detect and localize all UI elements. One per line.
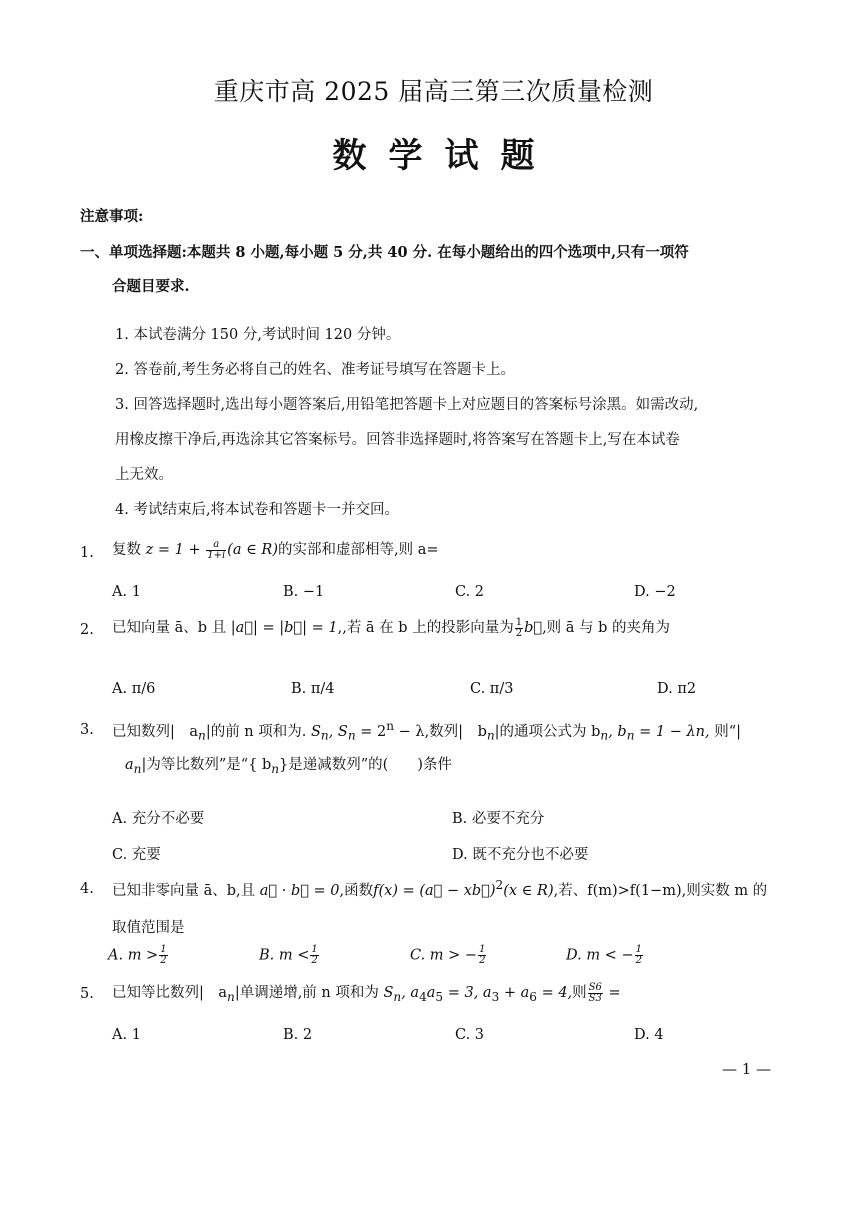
q3-l1f: − λ,数列| b bbox=[394, 723, 487, 740]
q3-l1e: = 2 bbox=[355, 723, 387, 740]
q4-option-c bbox=[410, 945, 487, 966]
q4-pre: 已知非零向量 ā、b,且 bbox=[112, 882, 256, 899]
q5-option-a: A. 1 bbox=[112, 1027, 141, 1043]
q3-l1g: |的通项公式为 b bbox=[494, 723, 601, 740]
q4-c-num: 1 bbox=[479, 944, 486, 955]
q4-cond: (x ∈ R) bbox=[503, 882, 554, 899]
q3-l1j: 则“| bbox=[709, 723, 742, 740]
q4-c-frac bbox=[478, 945, 486, 966]
q2-number: 2. bbox=[80, 622, 94, 638]
q3-l1d-sub: n bbox=[347, 728, 356, 743]
q4-sup: 2 bbox=[495, 878, 504, 892]
notice-item-3-line3: 上无效。 bbox=[115, 467, 173, 483]
q3-l1c-sub: n bbox=[320, 728, 329, 743]
q3-l1b: |的前 n 项和为. bbox=[205, 723, 307, 740]
q5-a5: a bbox=[426, 985, 436, 1001]
page-number: — 1 — bbox=[722, 1060, 772, 1078]
q4-stem-line1 bbox=[112, 878, 767, 900]
q4-c-pre: C. m > − bbox=[410, 947, 478, 964]
q2-stem bbox=[112, 616, 670, 639]
q4-b-pre: B. m < bbox=[259, 947, 310, 964]
q3-l1i: = 1 − λn, bbox=[634, 723, 710, 740]
q3-option-a: A. 充分不必要 bbox=[112, 811, 205, 827]
section1-heading-line1: 一、单项选择题:本题共 8 小题,每小题 5 分,共 40 分. 在每小题给出的四个选项中,只有一项符 bbox=[80, 244, 689, 261]
q4-expr1: a⃗ · b⃗ = 0 bbox=[259, 882, 340, 899]
q5-frac-den: S3 bbox=[588, 992, 602, 1004]
q3-l2b: |为等比数列”是“{ b bbox=[141, 757, 272, 773]
q5-number: 5. bbox=[80, 986, 94, 1002]
q1-number: 1. bbox=[80, 545, 94, 561]
q5-sub6: 6 bbox=[529, 989, 537, 1004]
q4-stem-line2: 取值范围是 bbox=[112, 920, 185, 936]
q5-option-c: C. 3 bbox=[455, 1027, 485, 1043]
notice-item-3-line2: 用橡皮擦干净后,再选涂其它答案标号。回答非选择题时,将答案写在答题卡上,写在本试卷 bbox=[115, 432, 680, 448]
q4-a-den: 2 bbox=[160, 955, 167, 966]
q4-a-pre: A. m > bbox=[108, 947, 159, 964]
q1-option-d: D. −2 bbox=[634, 584, 676, 600]
q2-expr: |a⃗| = |b⃗| = 1 bbox=[230, 620, 338, 636]
q4-b-num: 1 bbox=[311, 944, 318, 955]
q5-eq1: = 3, a bbox=[443, 985, 492, 1001]
q4-b-den: 2 bbox=[311, 955, 318, 966]
q4-d-frac bbox=[635, 945, 643, 966]
notice-item-3-line1: 3. 回答选择题时,选出每小题答案后,用铅笔把答题卡上对应题目的答案标号涂黑。如需改动, bbox=[115, 397, 699, 413]
q4-d-den: 2 bbox=[635, 955, 642, 966]
q2-pre: 已知向量 ā、b 且 bbox=[112, 620, 227, 636]
q2-frac-num: 1 bbox=[515, 616, 523, 628]
q5-stem bbox=[112, 981, 621, 1004]
q5-rest: , a bbox=[401, 985, 420, 1001]
q3-l1e-sup: n bbox=[386, 719, 395, 733]
q3-l1c: S bbox=[310, 723, 321, 740]
q2-mid: ,,若 ā 在 b 上的投影向量为 bbox=[337, 620, 514, 636]
q1-pre: 复数 bbox=[112, 542, 141, 558]
q3-l1d: , S bbox=[328, 723, 348, 740]
q1-post: 的实部和虚部相等,则 a= bbox=[278, 542, 439, 558]
q5-frac-num: S6 bbox=[588, 981, 602, 993]
q1-frac-num: a bbox=[206, 540, 226, 551]
q3-stem-line2 bbox=[125, 753, 452, 776]
q1-option-b: B. −1 bbox=[283, 584, 325, 600]
q2-vec: b⃗ bbox=[524, 620, 543, 636]
notice-item-4: 4. 考试结束后,将本试卷和答题卡一并交回。 bbox=[115, 502, 400, 518]
q5-sub4: 4 bbox=[419, 989, 427, 1004]
q3-option-c: C. 充要 bbox=[112, 847, 161, 863]
q2-option-b: B. π/4 bbox=[291, 681, 335, 697]
notice-item-2: 2. 答卷前,考生务必将自己的姓名、准考证号填写在答题卡上。 bbox=[115, 362, 516, 378]
q4-c-den: 2 bbox=[479, 955, 486, 966]
q4-d-pre: D. m < − bbox=[566, 947, 634, 964]
q3-l2a-sub: n bbox=[133, 761, 142, 776]
q2-frac-den: 2 bbox=[515, 627, 523, 639]
q2-post: ,则 ā 与 b 的夹角为 bbox=[542, 620, 671, 636]
q3-l2b-sub: n bbox=[271, 761, 280, 776]
q4-option-d bbox=[566, 945, 644, 966]
q5-then: 则 bbox=[572, 985, 587, 1001]
q1-z-expr: z = 1 + bbox=[145, 542, 201, 558]
q4-a-num: 1 bbox=[160, 944, 167, 955]
q3-l1f-sub: n bbox=[486, 728, 495, 743]
q3-l2c: }是递减数列”的( )条件 bbox=[279, 757, 452, 773]
q2-option-d: D. π2 bbox=[657, 681, 697, 697]
q2-option-c: C. π/3 bbox=[470, 681, 514, 697]
q5-option-b: B. 2 bbox=[283, 1027, 313, 1043]
q5-mid: |单调递增,前 n 项和为 bbox=[234, 985, 379, 1001]
q4-post: ,若、f(m)>f(1−m),则实数 m 的 bbox=[553, 882, 768, 899]
q3-l1a-sub: n bbox=[198, 728, 206, 743]
q3-l1a: 已知数列| a bbox=[112, 723, 199, 740]
q5-fraction bbox=[588, 983, 603, 1004]
q4-number: 4. bbox=[80, 881, 94, 897]
q1-cond: (a ∈ R) bbox=[227, 542, 278, 558]
q1-fraction bbox=[206, 540, 226, 561]
q5-s: S bbox=[383, 985, 394, 1001]
q4-option-b bbox=[259, 945, 320, 966]
q2-option-a: A. π/6 bbox=[112, 681, 156, 697]
q5-sub5: 5 bbox=[435, 989, 444, 1004]
q5-eq2: = 4, bbox=[536, 985, 573, 1001]
q1-stem bbox=[112, 538, 439, 561]
q3-l1h-sub: n bbox=[626, 728, 635, 743]
q2-fraction bbox=[515, 618, 523, 639]
q4-d-num: 1 bbox=[635, 944, 642, 955]
q3-l1g-sub: n bbox=[600, 728, 609, 743]
subject-title: 数学试题 bbox=[332, 136, 557, 176]
notice-item-1: 1. 本试卷满分 150 分,考试时间 120 分钟。 bbox=[115, 327, 401, 343]
q4-mid: ,函数 bbox=[339, 882, 374, 899]
q3-stem-line1 bbox=[112, 719, 741, 743]
q1-frac-den: 1+i bbox=[207, 549, 226, 561]
q4-option-a bbox=[108, 945, 169, 966]
q3-option-d: D. 既不充分也不必要 bbox=[452, 847, 589, 863]
q3-l2a: a bbox=[125, 757, 134, 773]
q5-sub3: 3 bbox=[491, 989, 500, 1004]
q5-pre-sub: n bbox=[227, 989, 235, 1004]
q5-option-d: D. 4 bbox=[634, 1027, 664, 1043]
notice-heading: 注意事项: bbox=[80, 208, 144, 225]
q1-option-c: C. 2 bbox=[455, 584, 485, 600]
q5-s-sub: n bbox=[393, 989, 402, 1004]
q4-expr2: f(x) = (a⃗ − xb⃗) bbox=[373, 882, 496, 899]
q1-option-a: A. 1 bbox=[112, 584, 141, 600]
q5-pre: 已知等比数列| a bbox=[112, 985, 228, 1001]
q4-b-frac bbox=[310, 945, 318, 966]
exam-title: 重庆市高 2025 届高三第三次质量检测 bbox=[213, 77, 654, 106]
q5-eq: = bbox=[603, 985, 621, 1001]
q5-plus: + a bbox=[499, 985, 530, 1001]
q3-l1h: , b bbox=[608, 723, 627, 740]
section1-heading-line2: 合题目要求. bbox=[112, 278, 190, 295]
q3-number: 3. bbox=[80, 722, 94, 738]
q3-option-b: B. 必要不充分 bbox=[452, 811, 545, 827]
q4-a-frac bbox=[159, 945, 167, 966]
